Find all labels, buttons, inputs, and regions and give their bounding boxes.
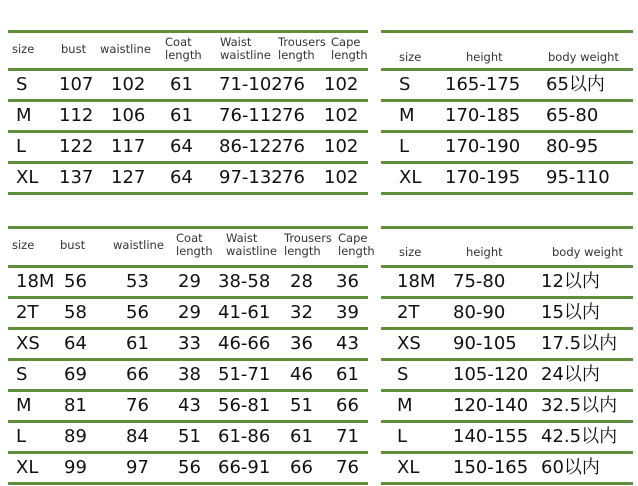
header-waist-waistline: Waist waistline <box>226 231 277 258</box>
header-cape-length: Cape length <box>338 231 375 258</box>
cell-body-weight: 80-95 <box>546 136 599 157</box>
cell-size: 18M <box>16 271 55 292</box>
table-rule <box>381 482 633 485</box>
cell-coat-length: 38 <box>178 364 201 385</box>
cell-trousers-length: 66 <box>290 457 313 478</box>
cell-bust: 99 <box>64 457 87 478</box>
cell-height: 140-155 <box>453 426 529 447</box>
table-row <box>381 164 633 192</box>
cell-waist-waistline: 86-122 <box>219 136 283 157</box>
cell-trousers-length: 36 <box>290 333 313 354</box>
cell-coat-length: 51 <box>178 426 201 447</box>
header-size: size <box>12 42 35 56</box>
child-height-weight-table <box>381 226 633 486</box>
cell-coat-length: 29 <box>178 302 201 323</box>
cell-cape-length: 102 <box>324 105 359 126</box>
cell-bust: 56 <box>64 271 87 292</box>
cell-cape-length: 102 <box>324 74 359 95</box>
cell-size: M <box>16 395 32 416</box>
table-rule <box>8 482 368 485</box>
cell-trousers-length: 46 <box>290 364 313 385</box>
cell-cape-length: 39 <box>336 302 359 323</box>
header-trousers-length: Trousers length <box>278 35 326 62</box>
cell-height: 75-80 <box>453 271 506 292</box>
cell-cape-length: 36 <box>336 271 359 292</box>
cell-coat-length: 29 <box>178 271 201 292</box>
cell-cape-length: 43 <box>336 333 359 354</box>
cell-size: S <box>399 74 411 95</box>
table-row <box>8 71 368 99</box>
adult-height-weight-table <box>381 30 633 196</box>
cell-size: XL <box>397 457 420 478</box>
cell-waistline: 102 <box>111 74 146 95</box>
cell-waistline: 76 <box>126 395 149 416</box>
cell-height: 170-190 <box>445 136 521 157</box>
cell-size: M <box>16 105 32 126</box>
cell-waistline: 56 <box>126 302 149 323</box>
cell-cape-length: 66 <box>336 395 359 416</box>
child-measurement-table <box>8 226 375 486</box>
cell-bust: 81 <box>64 395 87 416</box>
cell-cape-length: 102 <box>324 136 359 157</box>
cell-size: L <box>16 426 27 447</box>
table-row <box>8 133 368 161</box>
header-waist-waistline: Waist waistline <box>220 35 271 62</box>
cell-cape-length: 102 <box>324 167 359 188</box>
cell-body-weight: 17.5以内 <box>541 333 618 354</box>
cell-body-weight: 65-80 <box>546 105 599 126</box>
header-coat-length: Coat length <box>165 35 202 62</box>
cell-cape-length: 61 <box>336 364 359 385</box>
cell-bust: 107 <box>59 74 94 95</box>
header-bust: bust <box>60 238 86 252</box>
cell-bust: 64 <box>64 333 87 354</box>
header-size: size <box>399 50 422 64</box>
cell-coat-length: 33 <box>178 333 201 354</box>
table-rule <box>381 192 633 195</box>
table-header-row <box>8 33 368 68</box>
cell-body-weight: 12以内 <box>541 271 600 292</box>
cell-size: S <box>16 74 28 95</box>
table-header-row <box>381 33 633 68</box>
table-row <box>381 454 633 482</box>
table-row <box>381 392 633 420</box>
cell-waistline: 53 <box>126 271 149 292</box>
table-row <box>381 423 633 451</box>
cell-body-weight: 15以内 <box>541 302 600 323</box>
adult-measurement-table <box>8 30 368 196</box>
table-rule <box>8 192 368 195</box>
cell-height: 170-195 <box>445 167 521 188</box>
table-row <box>8 102 368 130</box>
cell-bust: 89 <box>64 426 87 447</box>
table-row <box>381 71 633 99</box>
cell-coat-length: 64 <box>170 167 193 188</box>
cell-bust: 58 <box>64 302 87 323</box>
cell-size: XL <box>16 167 39 188</box>
cell-size: XL <box>16 457 39 478</box>
table-row <box>8 268 368 296</box>
cell-waist-waistline: 76-112 <box>219 105 283 126</box>
table-row <box>8 330 368 358</box>
cell-body-weight: 42.5以内 <box>541 426 618 447</box>
header-waistline: waistline <box>100 42 151 56</box>
table-row <box>8 299 368 327</box>
cell-bust: 112 <box>59 105 94 126</box>
header-trousers-length: Trousers length <box>284 231 332 258</box>
cell-size: M <box>399 105 415 126</box>
cell-trousers-length: 76 <box>282 74 305 95</box>
table-row <box>8 423 368 451</box>
cell-height: 170-185 <box>445 105 521 126</box>
cell-size: XS <box>16 333 40 354</box>
cell-waistline: 127 <box>111 167 146 188</box>
cell-waist-waistline: 38-58 <box>218 271 271 292</box>
cell-height: 120-140 <box>453 395 529 416</box>
cell-waistline: 66 <box>126 364 149 385</box>
cell-height: 105-120 <box>453 364 529 385</box>
cell-waist-waistline: 51-71 <box>218 364 271 385</box>
cell-size: 2T <box>397 302 420 323</box>
cell-cape-length: 71 <box>336 426 359 447</box>
cell-size: S <box>397 364 409 385</box>
table-row <box>381 299 633 327</box>
cell-bust: 69 <box>64 364 87 385</box>
cell-body-weight: 95-110 <box>546 167 610 188</box>
cell-body-weight: 32.5以内 <box>541 395 618 416</box>
cell-coat-length: 61 <box>170 74 193 95</box>
cell-waist-waistline: 97-132 <box>219 167 283 188</box>
cell-waistline: 106 <box>111 105 146 126</box>
table-header-row <box>381 229 633 265</box>
cell-size: XL <box>399 167 422 188</box>
cell-body-weight: 24以内 <box>541 364 600 385</box>
cell-waist-waistline: 66-91 <box>218 457 271 478</box>
header-height: height <box>466 50 503 64</box>
cell-coat-length: 56 <box>178 457 201 478</box>
cell-trousers-length: 76 <box>282 167 305 188</box>
cell-size: L <box>16 136 27 157</box>
cell-size: L <box>399 136 410 157</box>
table-header-row <box>8 229 375 265</box>
cell-waist-waistline: 41-61 <box>218 302 271 323</box>
cell-trousers-length: 76 <box>282 105 305 126</box>
table-row <box>381 102 633 130</box>
cell-cape-length: 76 <box>336 457 359 478</box>
cell-size: 2T <box>16 302 39 323</box>
cell-waistline: 84 <box>126 426 149 447</box>
cell-waistline: 61 <box>126 333 149 354</box>
header-coat-length: Coat length <box>176 231 213 258</box>
table-row <box>8 392 368 420</box>
header-height: height <box>466 245 503 259</box>
cell-trousers-length: 76 <box>282 136 305 157</box>
cell-body-weight: 65以内 <box>546 74 605 95</box>
table-row <box>381 268 633 296</box>
cell-height: 165-175 <box>445 74 521 95</box>
header-waistline: waistline <box>113 238 164 252</box>
cell-coat-length: 43 <box>178 395 201 416</box>
cell-waist-waistline: 56-81 <box>218 395 271 416</box>
cell-body-weight: 60以内 <box>541 457 600 478</box>
cell-trousers-length: 32 <box>290 302 313 323</box>
header-cape-length: Cape length <box>331 35 368 62</box>
cell-bust: 122 <box>59 136 94 157</box>
table-row <box>381 133 633 161</box>
cell-trousers-length: 28 <box>290 271 313 292</box>
cell-waist-waistline: 61-86 <box>218 426 271 447</box>
cell-trousers-length: 61 <box>290 426 313 447</box>
header-size: size <box>399 245 422 259</box>
header-body-weight: body weight <box>548 50 619 64</box>
cell-height: 150-165 <box>453 457 529 478</box>
cell-waistline: 117 <box>111 136 146 157</box>
cell-size: 18M <box>397 271 436 292</box>
table-row <box>381 361 633 389</box>
cell-size: M <box>397 395 413 416</box>
cell-trousers-length: 51 <box>290 395 313 416</box>
header-body-weight: body weight <box>552 245 623 259</box>
header-size: size <box>12 238 35 252</box>
cell-height: 80-90 <box>453 302 506 323</box>
cell-bust: 137 <box>59 167 94 188</box>
table-row <box>8 454 368 482</box>
cell-size: L <box>397 426 408 447</box>
cell-coat-length: 61 <box>170 105 193 126</box>
table-row <box>381 330 633 358</box>
cell-size: XS <box>397 333 421 354</box>
cell-waistline: 97 <box>126 457 149 478</box>
cell-coat-length: 64 <box>170 136 193 157</box>
cell-waist-waistline: 71-102 <box>219 74 283 95</box>
cell-height: 90-105 <box>453 333 517 354</box>
cell-size: S <box>16 364 28 385</box>
header-bust: bust <box>61 42 87 56</box>
table-row <box>8 164 368 192</box>
table-row <box>8 361 368 389</box>
cell-waist-waistline: 46-66 <box>218 333 271 354</box>
